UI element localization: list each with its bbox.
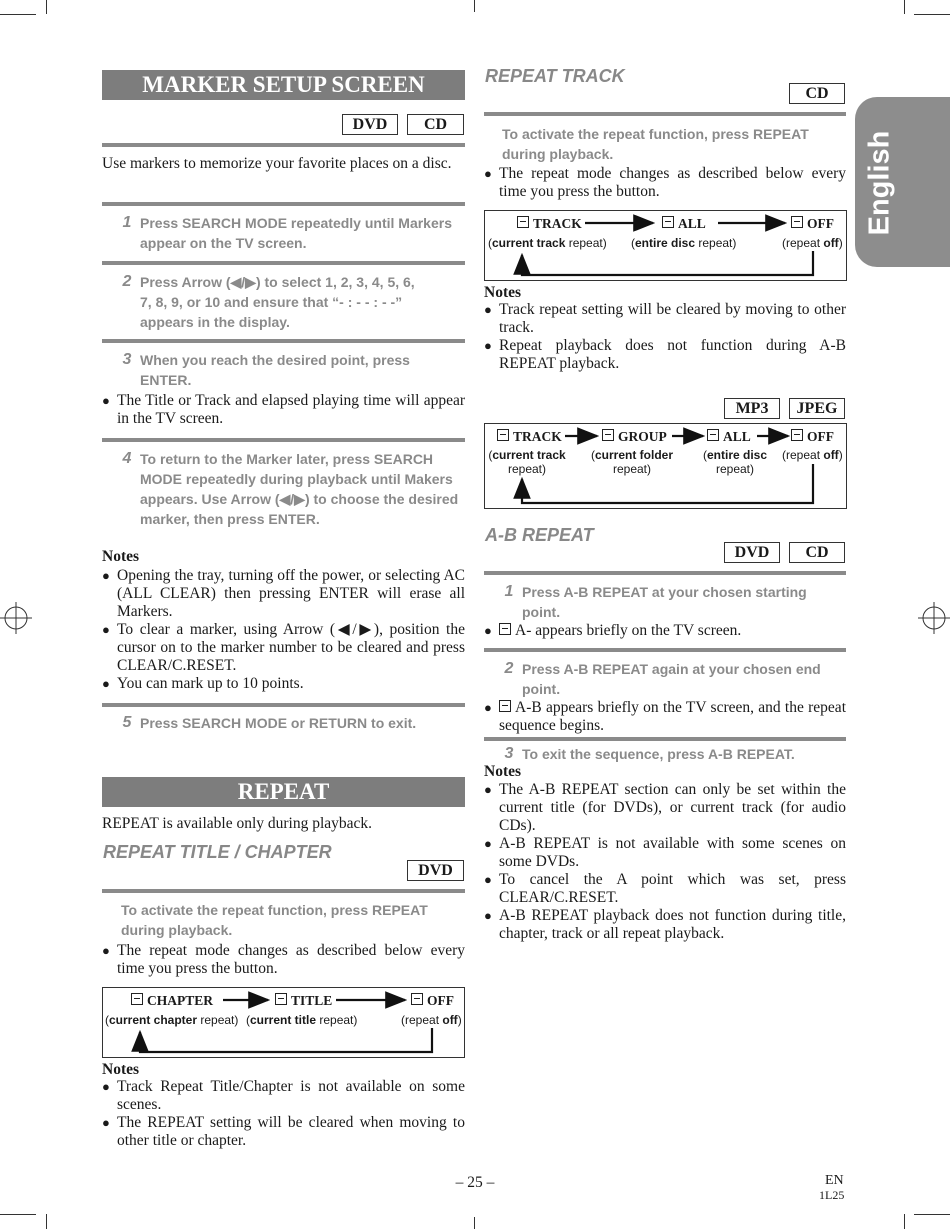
step-text: Press SEARCH MODE repeatedly until Markers appear on the TV screen.	[140, 215, 452, 251]
diagram-sublabel: (current folder repeat)	[590, 448, 673, 476]
language-tab-label: English	[863, 130, 896, 236]
repeat-mode-diagram-mp3-jpeg	[484, 423, 847, 509]
badge-jpeg: JPEG	[789, 398, 845, 419]
step-number: 3	[504, 745, 514, 762]
divider	[484, 648, 846, 652]
repeat-mode-diagram-track	[484, 210, 847, 281]
step-text: To return to the Marker later, press SEARCH MODE repeatedly during playback until Makers appears. Use Arrow (◀/▶) to choose the desired marker, then press ENTER.	[140, 451, 459, 527]
step-text-line: 7, 8, 9, or 10 and ensure that “- : - - : - -”	[140, 294, 403, 310]
divider	[484, 112, 846, 116]
step-number: 1	[504, 583, 514, 600]
marker-intro: Use markers to memorize your favorite places on a disc.	[102, 155, 452, 172]
diagram-sublabel: (entire disc repeat)	[631, 236, 737, 250]
notes-title: Notes	[102, 548, 140, 565]
step-text: To exit the sequence, press A-B REPEAT.	[522, 746, 795, 762]
note-item: ● You can mark up to 10 points.	[102, 675, 304, 692]
diagram-label: OFF	[411, 993, 454, 1009]
subheading-ab-repeat: A-B REPEAT	[485, 525, 594, 545]
divider	[102, 703, 465, 707]
section-title-marker: MARKER SETUP SCREEN	[102, 70, 465, 100]
diagram-label: OFF	[791, 216, 834, 232]
subheading-repeat-title-chapter: REPEAT TITLE / CHAPTER	[103, 842, 332, 862]
marker-step-2	[114, 272, 459, 332]
registration-mark-right	[914, 598, 950, 634]
step-number: 2	[122, 273, 132, 290]
divider	[484, 571, 846, 575]
divider	[102, 438, 465, 442]
repeat-icon	[275, 993, 287, 1005]
badge-dvd: DVD	[342, 114, 398, 135]
note-item: ● Track repeat setting will be cleared by moving to other track.	[484, 301, 846, 336]
note-item: ● The REPEAT setting will be cleared when moving to other title or chapter.	[102, 1114, 465, 1149]
badge-cd: CD	[407, 114, 464, 135]
step-number: 2	[504, 660, 514, 677]
diagram-sublabel: (repeat off)	[782, 236, 843, 250]
diagram-label: GROUP	[602, 429, 667, 445]
step-text-line: appears in the display.	[140, 314, 290, 330]
repeat-icon	[411, 993, 423, 1005]
instruction: To activate the repeat function, press REPEAT during playback.	[502, 126, 809, 162]
notes-title: Notes	[484, 284, 522, 301]
diagram-label: TRACK	[517, 216, 582, 232]
divider	[102, 261, 465, 265]
note-item: ● Repeat playback does not function during A-B REPEAT playback.	[484, 337, 846, 372]
badge-cd: CD	[789, 542, 845, 563]
subheading-repeat-track: REPEAT TRACK	[485, 66, 625, 86]
instruction-bullet: ● The repeat mode changes as described below every time you press the button.	[484, 165, 846, 200]
page-number: – 25 –	[455, 1174, 495, 1191]
repeat-icon	[707, 429, 719, 441]
repeat-icon	[517, 216, 529, 228]
notes-title: Notes	[484, 763, 522, 780]
repeat-icon	[662, 216, 674, 228]
divider	[102, 889, 465, 893]
instruction-bullet: ● The repeat mode changes as described below every time you press the button.	[102, 942, 465, 977]
diagram-label: ALL	[662, 216, 706, 232]
step-text-line: Press Arrow (◀/▶) to select 1, 2, 3, 4, 5, 6,	[140, 274, 415, 290]
note-item: ● Opening the tray, turning off the power, or selecting AC (ALL CLEAR) then pressing ENTER will erase all Markers.	[102, 567, 465, 620]
ab-step-2-bullet: ● A-B appears briefly on the TV screen, and the repeat sequence begins.	[484, 699, 846, 734]
repeat-icon	[499, 623, 511, 635]
diagram-label: OFF	[791, 429, 834, 445]
instruction: To activate the repeat function, press REPEAT during playback.	[121, 902, 428, 938]
badge-dvd: DVD	[407, 860, 464, 881]
note-item: ● Track Repeat Title/Chapter is not available on some scenes.	[102, 1078, 465, 1113]
step-number: 1	[122, 214, 132, 231]
divider	[484, 737, 846, 741]
step-text: Press A-B REPEAT again at your chosen end point.	[522, 661, 821, 697]
divider	[102, 143, 465, 147]
marker-step-1	[114, 213, 459, 253]
ab-step-1-bullet: ● A- appears briefly on the TV screen.	[484, 622, 742, 639]
diagram-sublabel: (current track repeat)	[488, 236, 607, 250]
repeat-icon	[791, 216, 803, 228]
diagram-sublabel: (current title repeat)	[246, 1013, 358, 1027]
document-code: 1L25	[819, 1188, 845, 1202]
badge-mp3: MP3	[724, 398, 780, 419]
repeat-icon	[791, 429, 803, 441]
notes-title: Notes	[102, 1061, 140, 1078]
diagram-sublabel: (current track repeat)	[488, 448, 566, 476]
diagram-label: CHAPTER	[131, 993, 213, 1009]
step-text: Press A-B REPEAT at your chosen starting point.	[522, 584, 807, 620]
marker-step-3	[114, 350, 459, 390]
note-item: ● To cancel the A point which was set, press CLEAR/C.RESET.	[484, 871, 846, 906]
ab-step-1	[496, 582, 841, 622]
language-code: EN	[825, 1173, 844, 1188]
diagram-label: ALL	[707, 429, 751, 445]
repeat-icon	[602, 429, 614, 441]
track-notes	[484, 301, 846, 373]
note-item: ● A-B REPEAT playback does not function during title, chapter, track or all repeat playback.	[484, 907, 846, 942]
badge-cd: CD	[789, 83, 845, 104]
ab-step-3	[496, 744, 841, 764]
note-item: ● The A-B REPEAT section can only be set within the current title (for DVDs), or current track (for audio CDs).	[484, 781, 846, 834]
step-number: 5	[122, 714, 132, 731]
divider	[102, 202, 465, 206]
ab-notes	[484, 781, 846, 943]
ab-step-2	[496, 659, 841, 699]
title-chapter-notes	[102, 1078, 465, 1150]
diagram-sublabel: (repeat off)	[401, 1013, 462, 1027]
repeat-icon	[497, 429, 509, 441]
repeat-intro: REPEAT is available only during playback.	[102, 815, 373, 832]
step-text	[140, 272, 415, 332]
marker-notes	[102, 567, 465, 693]
repeat-icon	[499, 700, 511, 712]
diagram-sublabel: (repeat off)	[782, 448, 843, 462]
step-number: 4	[122, 450, 132, 467]
step-number: 3	[122, 351, 132, 368]
note-item: ● A-B REPEAT is not available with some scenes on some DVDs.	[484, 835, 846, 870]
marker-step-4	[114, 449, 465, 529]
step-text: When you reach the desired point, press ENTER.	[140, 352, 410, 388]
diagram-label: TITLE	[275, 993, 332, 1009]
badge-dvd: DVD	[724, 542, 780, 563]
diagram-sublabel: (current chapter repeat)	[105, 1013, 239, 1027]
repeat-mode-diagram-title-chapter	[102, 987, 465, 1058]
section-title-repeat: REPEAT	[102, 777, 465, 807]
divider	[102, 339, 465, 343]
note-item: ● To clear a marker, using Arrow (◀/▶), position the cursor on to the marker number to be cleared and press CLEAR/C.RESET.	[102, 621, 465, 674]
marker-step-5	[114, 713, 459, 733]
diagram-sublabel: (entire disc repeat)	[702, 448, 768, 476]
repeat-icon	[131, 993, 143, 1005]
diagram-label: TRACK	[497, 429, 562, 445]
step-text: Press SEARCH MODE or RETURN to exit.	[140, 715, 417, 731]
marker-step-3-bullet: ● The Title or Track and elapsed playing time will appear in the TV screen.	[102, 392, 465, 427]
registration-mark-left	[0, 598, 36, 634]
